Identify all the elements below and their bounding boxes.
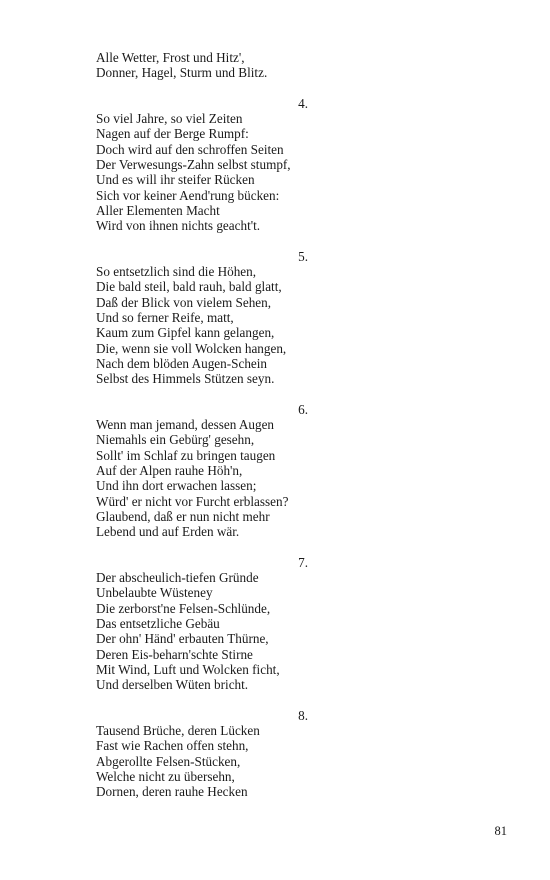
page-number: 81 — [494, 824, 507, 838]
verse-line: Sollt' im Schlaf zu bringen taugen — [96, 447, 276, 463]
verse-line: Fast wie Rachen offen stehn, — [96, 738, 249, 754]
verse-line: Und ihn dort erwachen lassen; — [96, 478, 257, 494]
verse-line: Wenn man jemand, dessen Augen — [96, 417, 275, 433]
verse-line: Nagen auf der Berge Rumpf: — [96, 126, 249, 142]
verse-line: Selbst des Himmels Stützen seyn. — [96, 371, 275, 387]
verse-line: Und so ferner Reife, matt, — [96, 310, 234, 326]
stanza-number: 6. — [298, 401, 308, 417]
verse-line: Und es will ihr steifer Rücken — [96, 172, 255, 188]
poem-text — [96, 50, 308, 800]
verse-line: So entsetzlich sind die Höhen, — [96, 264, 257, 280]
verse-line: Doch wird auf den schroffen Seiten — [96, 141, 284, 157]
verse-line: Kaum zum Gipfel kann gelangen, — [96, 325, 275, 341]
verse-line: So viel Jahre, so viel Zeiten — [96, 111, 243, 127]
verse-line: Der abscheulich-tiefen Gründe — [96, 570, 259, 586]
verse-line: Die bald steil, bald rauh, bald glatt, — [96, 279, 282, 295]
verse-line: Lebend und auf Erden wär. — [96, 524, 240, 540]
verse-line: Wird von ihnen nichts geacht't. — [96, 218, 261, 234]
stanza — [96, 708, 308, 800]
verse-line: Sich vor keiner Aend'rung bücken: — [96, 187, 280, 203]
verse-line: Donner, Hagel, Sturm und Blitz. — [96, 65, 268, 81]
verse-line: Die zerborst'ne Felsen-Schlünde, — [96, 600, 271, 616]
verse-line: Die, wenn sie voll Wolcken hangen, — [96, 340, 287, 356]
stanza — [96, 402, 308, 540]
stanza-number: 8. — [298, 707, 308, 723]
verse-line: Würd' er nicht vor Furcht erblassen? — [96, 493, 289, 509]
verse-line: Mit Wind, Luft und Wolcken ficht, — [96, 661, 280, 677]
verse-line: Deren Eis-beharn'schte Stirne — [96, 646, 253, 662]
verse-line: Auf der Alpen rauhe Höh'n, — [96, 463, 243, 479]
verse-line: Nach dem blöden Augen-Schein — [96, 355, 268, 371]
verse-line: Abgerollte Felsen-Stücken, — [96, 753, 241, 769]
stanza — [96, 50, 308, 81]
verse-line: Tausend Brüche, deren Lücken — [96, 723, 260, 739]
stanza-number: 4. — [298, 95, 308, 111]
verse-line: Und derselben Wüten bricht. — [96, 677, 249, 693]
verse-line: Niemahls ein Gebürg' gesehn, — [96, 432, 255, 448]
verse-line: Alle Wetter, Frost und Hitz', — [96, 50, 245, 65]
stanza — [96, 555, 308, 693]
verse-line: Der ohn' Händ' erbauten Thürne, — [96, 631, 269, 647]
verse-line: Das entsetzliche Gebäu — [96, 615, 220, 631]
verse-line: Welche nicht zu übersehn, — [96, 768, 235, 784]
stanza — [96, 249, 308, 387]
verse-line: Der Verwesungs-Zahn selbst stumpf, — [96, 157, 291, 173]
stanza-number: 5. — [298, 248, 308, 264]
verse-line: Daß der Blick von vielem Sehen, — [96, 294, 272, 310]
stanza — [96, 96, 308, 234]
verse-line: Glaubend, daß er nun nicht mehr — [96, 508, 270, 524]
verse-line: Unbelaubte Wüsteney — [96, 585, 213, 601]
stanza-number: 7. — [298, 554, 308, 570]
verse-line: Dornen, deren rauhe Hecken — [96, 784, 248, 800]
verse-line: Aller Elementen Macht — [96, 202, 220, 218]
